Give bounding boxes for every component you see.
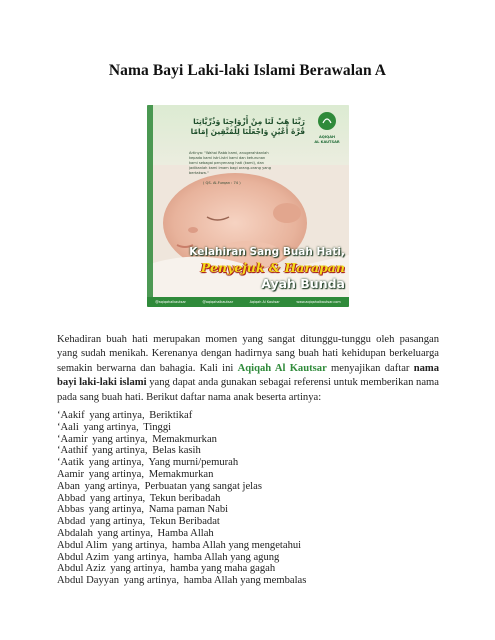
name-meaning: Yang murni/pemurah [148,457,239,469]
intro-text-1: Kehadiran buah hati merupakan momen yang sangat ditunggu-tunggu oleh pasangan yang sudah menikah. Kerenanya dengan hadirnya sang buah hati kehidupan berkeluarga semakin berwarna dan bahagia. Kali ini [57,333,439,374]
name-list-item [57,445,439,457]
name-meaning: hamba Allah yang mengetahui [171,539,302,551]
name-connector: yang artinya, [83,421,139,433]
banner-footer-item: Aqiqah Al Kautsar [249,300,280,304]
baby-name: Abbas [57,504,85,516]
name-meaning: Belas kasih [152,445,201,457]
name-meaning: hamba Allah yang membalas [183,575,307,587]
banner-footer-item: @aqiqahalkautsar [155,300,186,304]
page-title: Nama Bayi Laki-laki Islami Berawalan A [108,62,387,79]
intro-text-3: yang dapat anda gunakan sebagai referensi untuk memberikan nama pada sang buah hati. Berikut daftar nama anak beserta artinya: [57,377,440,403]
name-meaning: Tekun Beribadat [149,516,220,528]
name-list-item [57,528,439,540]
name-meaning: Tinggi [143,421,172,433]
name-connector: yang artinya, [97,527,153,539]
name-meaning: Hamba Allah [157,527,214,539]
baby-name: ‘Aamir [57,433,88,445]
intro-paragraph [57,333,439,406]
baby-name: Abdalah [57,527,93,539]
name-list-item [57,552,439,564]
name-list-item [57,481,439,493]
intro-text-2: menyajikan daftar [326,362,414,374]
name-meaning: hamba Allah yang agung [173,551,280,563]
baby-name: Abdul Aziz [57,563,106,575]
baby-name: ‘Aali [57,421,79,433]
name-meaning: Memakmurkan [148,468,214,480]
aqiqah-banner-image [147,105,349,307]
name-meaning: Memakmurkan [152,433,217,445]
surah-reference: ( QS. Al-Furqan : 74 ) [203,181,241,185]
intro-bold-text: nama bayi laki-laki islami [57,362,439,389]
tagline-line-1: Kelahiran Sang Buah Hati, [189,246,345,258]
name-connector: yang artinya, [92,445,148,457]
banner-footer-bar [147,297,349,307]
aqiqah-logo-icon [318,112,336,130]
name-list-item [57,504,439,516]
banner-footer-item: www.aqiqahalkautsar.com [296,300,341,304]
tagline-line-3: Ayah Bunda [261,276,345,291]
baby-name: Abdad [57,516,86,528]
name-connector: yang artinya, [123,575,180,587]
baby-name: ‘Aathif [57,445,88,457]
brand-name: Aqiqah Al Kautsar [237,362,327,374]
name-list-item [57,422,439,434]
name-meaning: Nama paman Nabi [148,504,229,516]
name-connector: yang artinya, [88,457,145,469]
name-connector: yang artinya, [84,480,140,492]
name-connector: yang artinya, [88,468,145,480]
name-list-item [57,493,439,505]
baby-name: Abdul Alim [57,539,108,551]
baby-name: Abbad [57,492,86,504]
banner-footer-item: @aqiqahalkautsar [202,300,234,304]
name-connector: yang artinya, [89,516,146,528]
name-list-item [57,410,439,422]
name-connector: yang artinya, [113,551,170,563]
name-list-item [57,457,439,469]
baby-name: Abdul Dayyan [57,575,120,587]
baby-name: Aamir [57,468,85,480]
name-meaning: Beriktikaf [149,410,193,421]
name-meaning: Tekun beribadah [149,492,221,504]
baby-name: ‘Aakif [57,410,85,421]
name-connector: yang artinya, [92,433,148,445]
name-connector: yang artinya, [89,410,145,421]
name-list-item [57,540,439,552]
name-connector: yang artinya, [111,539,168,551]
name-meaning: hamba yang maha gagah [170,563,276,575]
baby-name: ‘Aatik [57,457,85,469]
name-list-item [57,469,439,481]
arabic-verse: رَبَّنَا هَبْ لَنَا مِنْ أَزْوَاجِنَا وَذُرِّيَّاتِنَا قُرَّةَ أَعْيُنٍ وَاجْعَلْنَا لِلْمُتَّقِينَ إِمَامًا [190,117,305,136]
baby-names-list [57,410,439,587]
name-list-item [57,434,439,446]
name-list-item [57,516,439,528]
verse-translation: Artinya: "Wahai Rabb kami, anugerahkanlah kepada kami istri-istri kami dan keturunan kami sebagai penyenang hati (kami), dan jadikanlah kami imam bagi orang-orang yang bertakwa." [189,151,271,175]
logo-text: AQIQAH AL KAUTSAR [314,135,340,144]
tagline-line-2: Penyejuk & Harapan [200,260,345,275]
name-connector: yang artinya, [110,563,166,575]
name-list-item [57,563,439,575]
baby-name: Abdul Azim [57,551,110,563]
name-connector: yang artinya, [89,492,146,504]
name-meaning: Perbuatan yang sangat jelas [144,480,262,492]
name-connector: yang artinya, [88,504,145,516]
baby-name: Aban [57,480,80,492]
name-list-item [57,575,439,587]
